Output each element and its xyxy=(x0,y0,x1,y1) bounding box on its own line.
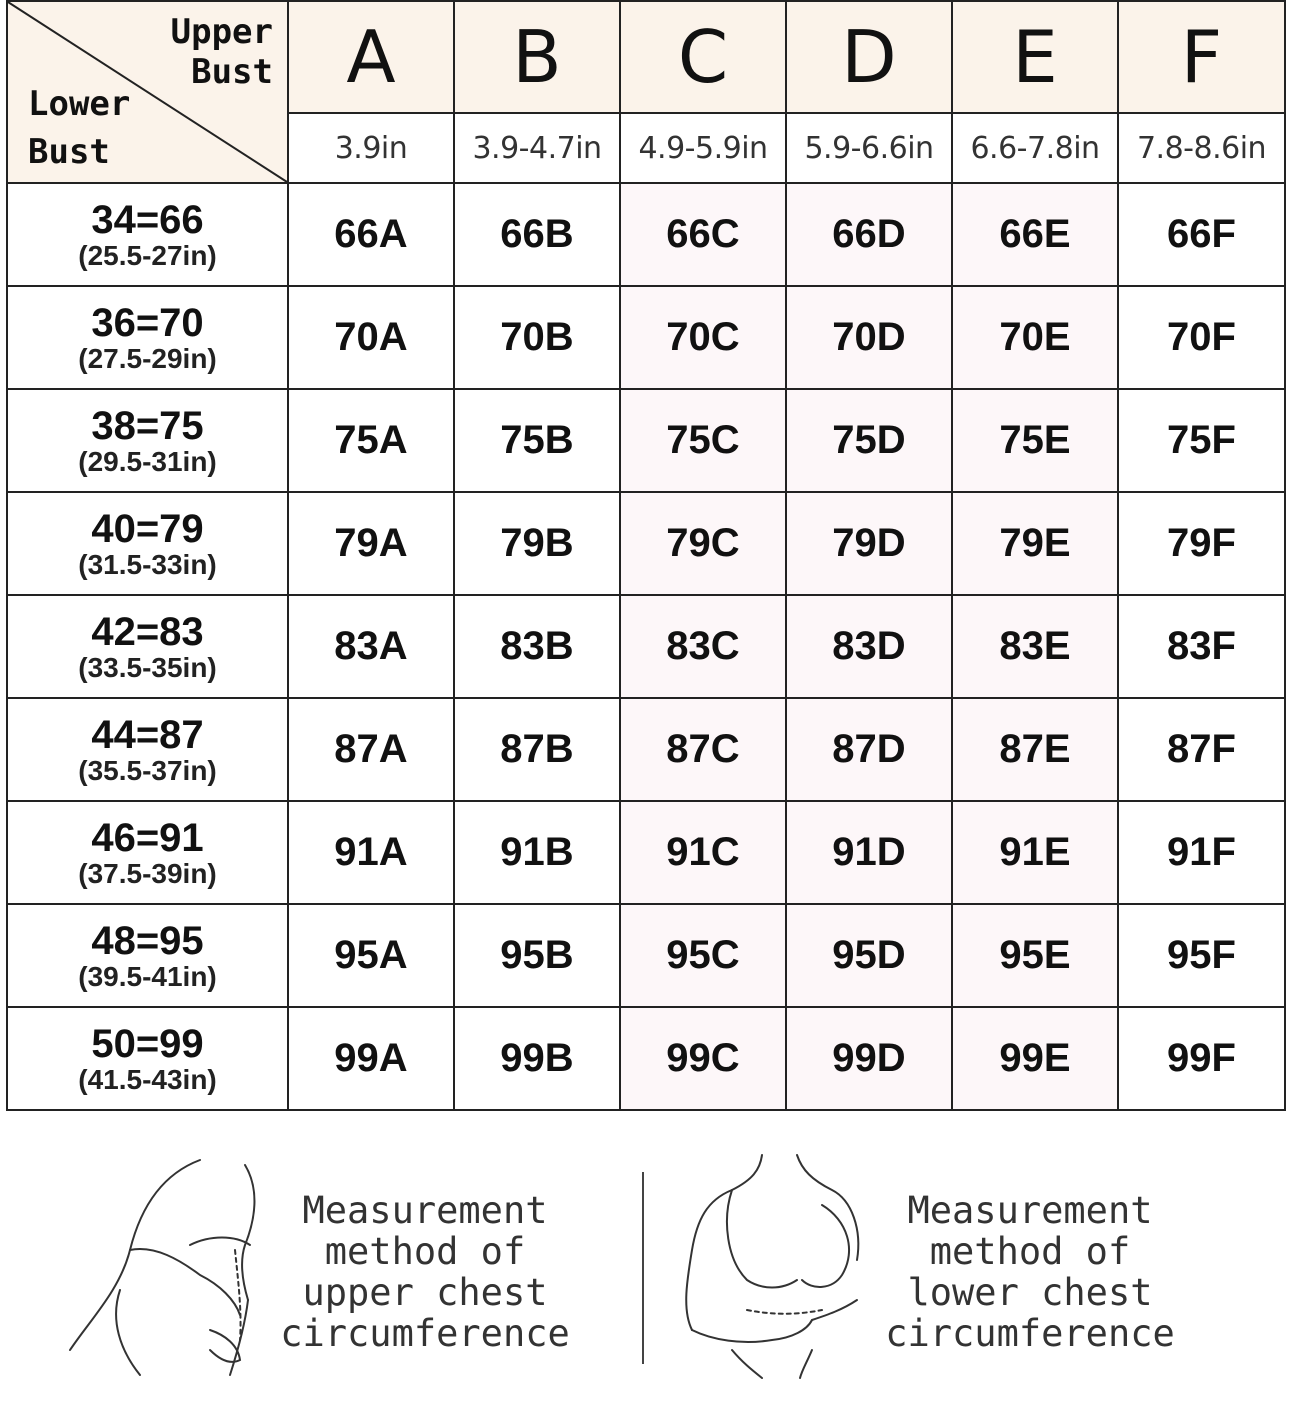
upper-bust-line2: Bust xyxy=(191,52,273,92)
band-size-header xyxy=(7,286,288,389)
size-cell: 87F xyxy=(1118,698,1285,801)
cup-range: 4.9-5.9in xyxy=(620,113,786,183)
band-size-label: 48=95 xyxy=(91,918,204,963)
size-cell: 66C xyxy=(620,183,786,286)
size-row xyxy=(7,801,1285,904)
size-cell: 83B xyxy=(454,595,620,698)
cup-letter-row xyxy=(7,1,1285,113)
size-cell: 99F xyxy=(1118,1007,1285,1110)
band-size-label: 38=75 xyxy=(91,403,204,448)
size-cell: 91D xyxy=(786,801,952,904)
band-size-header xyxy=(7,595,288,698)
size-cell: 91A xyxy=(288,801,454,904)
cup-letter: F xyxy=(1118,1,1285,113)
upper-chest-figure-icon xyxy=(60,1150,270,1380)
size-cell: 95E xyxy=(952,904,1118,1007)
band-size-header xyxy=(7,492,288,595)
cup-range: 3.9-4.7in xyxy=(454,113,620,183)
size-cell: 79F xyxy=(1118,492,1285,595)
size-rows xyxy=(7,183,1285,1110)
band-size-header xyxy=(7,801,288,904)
size-cell: 70B xyxy=(454,286,620,389)
upper-bust-label xyxy=(171,12,273,92)
size-row xyxy=(7,904,1285,1007)
cup-letter: C xyxy=(620,1,786,113)
band-size-label: 44=87 xyxy=(91,712,204,757)
size-cell: 95D xyxy=(786,904,952,1007)
band-inches-label: (33.5-35in) xyxy=(78,651,217,683)
band-size-label: 50=99 xyxy=(91,1021,204,1066)
size-row xyxy=(7,595,1285,698)
size-cell: 70C xyxy=(620,286,786,389)
upper-chest-caption xyxy=(270,1190,580,1354)
size-cell: 83E xyxy=(952,595,1118,698)
band-inches-label: (25.5-27in) xyxy=(78,239,217,271)
caption-line: Measurement xyxy=(907,1189,1153,1232)
size-cell: 75B xyxy=(454,389,620,492)
size-row xyxy=(7,183,1285,286)
band-inches-label: (41.5-43in) xyxy=(78,1063,217,1095)
band-inches-label: (37.5-39in) xyxy=(78,857,217,889)
size-cell: 99B xyxy=(454,1007,620,1110)
band-size-label: 42=83 xyxy=(91,609,204,654)
cup-range: 7.8-8.6in xyxy=(1118,113,1285,183)
corner-header xyxy=(7,1,288,183)
band-inches-label: (31.5-33in) xyxy=(78,548,217,580)
caption-line: upper chest xyxy=(302,1271,548,1314)
size-cell: 99E xyxy=(952,1007,1118,1110)
cup-range: 6.6-7.8in xyxy=(952,113,1118,183)
bra-size-table xyxy=(6,0,1286,1111)
caption-line: lower chest xyxy=(907,1271,1153,1314)
size-cell: 95A xyxy=(288,904,454,1007)
lower-bust-line1: Lower xyxy=(28,84,131,124)
size-row xyxy=(7,1007,1285,1110)
size-cell: 79E xyxy=(952,492,1118,595)
size-cell: 91E xyxy=(952,801,1118,904)
size-row xyxy=(7,698,1285,801)
band-size-label: 46=91 xyxy=(91,815,204,860)
size-cell: 75C xyxy=(620,389,786,492)
size-cell: 66F xyxy=(1118,183,1285,286)
size-cell: 99D xyxy=(786,1007,952,1110)
lower-chest-caption xyxy=(875,1190,1185,1354)
size-cell: 83D xyxy=(786,595,952,698)
size-cell: 66A xyxy=(288,183,454,286)
band-size-label: 36=70 xyxy=(91,300,204,345)
band-inches-label: (27.5-29in) xyxy=(78,342,217,374)
cup-letter: B xyxy=(454,1,620,113)
lower-chest-figure-icon xyxy=(672,1150,872,1380)
measurement-guide xyxy=(0,1140,1290,1410)
band-inches-label: (39.5-41in) xyxy=(78,960,217,992)
lower-bust-line2: Bust xyxy=(28,132,110,172)
caption-line: circumference xyxy=(885,1312,1175,1355)
band-inches-label: (35.5-37in) xyxy=(78,754,217,786)
size-cell: 91C xyxy=(620,801,786,904)
band-size-header xyxy=(7,183,288,286)
size-cell: 75E xyxy=(952,389,1118,492)
band-size-label: 34=66 xyxy=(91,197,204,242)
band-inches-label: (29.5-31in) xyxy=(78,445,217,477)
size-cell: 91B xyxy=(454,801,620,904)
size-cell: 83A xyxy=(288,595,454,698)
size-cell: 83F xyxy=(1118,595,1285,698)
upper-bust-line1: Upper xyxy=(170,12,273,52)
size-cell: 95C xyxy=(620,904,786,1007)
cup-letter: E xyxy=(952,1,1118,113)
size-cell: 66E xyxy=(952,183,1118,286)
size-cell: 87D xyxy=(786,698,952,801)
band-size-header xyxy=(7,698,288,801)
size-cell: 75F xyxy=(1118,389,1285,492)
caption-line: method of xyxy=(324,1230,526,1273)
size-cell: 70F xyxy=(1118,286,1285,389)
size-cell: 99C xyxy=(620,1007,786,1110)
band-size-label: 40=79 xyxy=(91,506,204,551)
size-cell: 75A xyxy=(288,389,454,492)
size-cell: 87B xyxy=(454,698,620,801)
size-cell: 79C xyxy=(620,492,786,595)
size-cell: 99A xyxy=(288,1007,454,1110)
caption-line: Measurement xyxy=(302,1189,548,1232)
band-size-header xyxy=(7,904,288,1007)
size-cell: 95F xyxy=(1118,904,1285,1007)
caption-line: method of xyxy=(929,1230,1131,1273)
band-size-header xyxy=(7,1007,288,1110)
size-cell: 66D xyxy=(786,183,952,286)
size-row xyxy=(7,389,1285,492)
band-size-header xyxy=(7,389,288,492)
divider xyxy=(642,1172,644,1364)
size-cell: 75D xyxy=(786,389,952,492)
size-row xyxy=(7,286,1285,389)
size-cell: 87A xyxy=(288,698,454,801)
lower-bust-label xyxy=(28,80,130,176)
size-cell: 79B xyxy=(454,492,620,595)
size-cell: 83C xyxy=(620,595,786,698)
cup-range: 3.9in xyxy=(288,113,454,183)
size-cell: 87C xyxy=(620,698,786,801)
size-cell: 79A xyxy=(288,492,454,595)
cup-letter: A xyxy=(288,1,454,113)
size-cell: 95B xyxy=(454,904,620,1007)
cup-letter: D xyxy=(786,1,952,113)
size-cell: 70A xyxy=(288,286,454,389)
size-cell: 66B xyxy=(454,183,620,286)
size-cell: 70D xyxy=(786,286,952,389)
size-cell: 79D xyxy=(786,492,952,595)
size-cell: 91F xyxy=(1118,801,1285,904)
size-cell: 87E xyxy=(952,698,1118,801)
cup-range: 5.9-6.6in xyxy=(786,113,952,183)
size-row xyxy=(7,492,1285,595)
size-cell: 70E xyxy=(952,286,1118,389)
caption-line: circumference xyxy=(280,1312,570,1355)
